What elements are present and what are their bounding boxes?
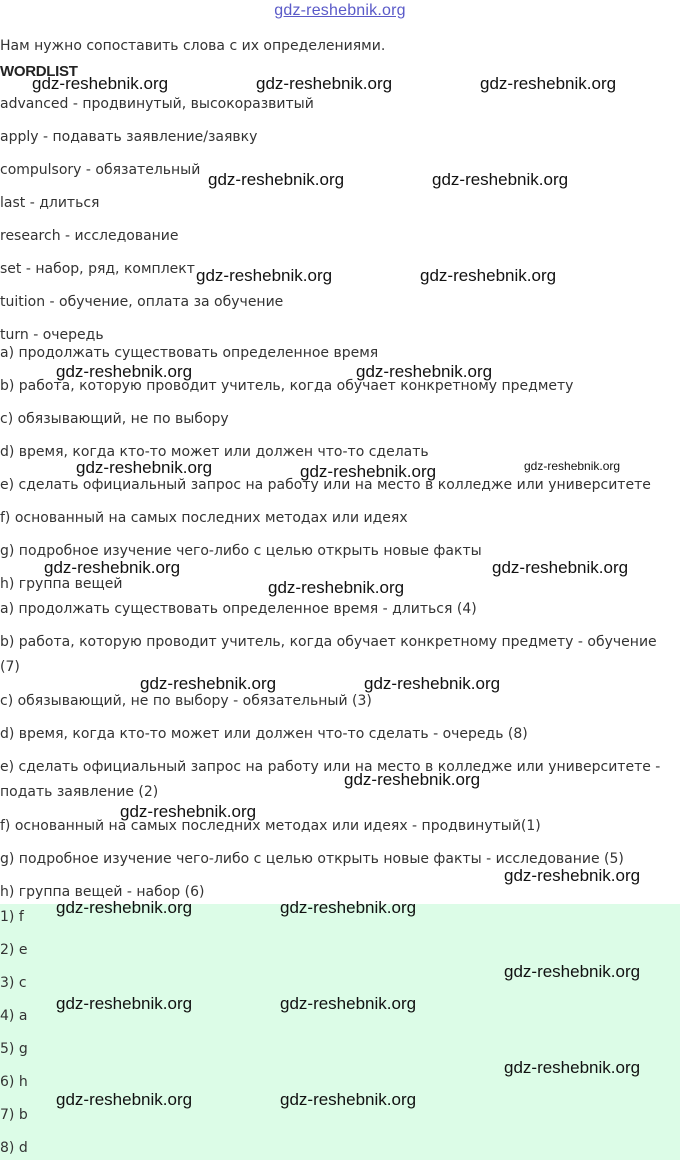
watermark: gdz-reshebnik.org bbox=[56, 898, 193, 917]
definition-item: f) основанный на самых последних методах или идеях bbox=[0, 510, 408, 526]
watermark: gdz-reshebnik.org bbox=[504, 1058, 641, 1077]
watermark: gdz-reshebnik.org bbox=[420, 266, 557, 285]
watermark: gdz-reshebnik.org bbox=[524, 459, 621, 473]
watermark: gdz-reshebnik.org bbox=[32, 74, 169, 93]
match-item: d) время, когда кто-то может или должен что-то сделать - очередь (8) bbox=[0, 726, 528, 742]
watermark: gdz-reshebnik.org bbox=[56, 362, 193, 381]
answer-item: 4) a bbox=[0, 1008, 28, 1024]
definition-item: e) сделать официальный запрос на работу или на место в колледже или университете bbox=[0, 477, 651, 493]
answer-item: 5) g bbox=[0, 1041, 28, 1057]
match-item: b) работа, которую проводит учитель, когда обучает конкретному предмету - обучение (7) bbox=[0, 634, 657, 675]
wordlist-item: research - исследование bbox=[0, 228, 179, 244]
watermark: gdz-reshebnik.org bbox=[268, 578, 405, 597]
match-item: f) основанный на самых последних методах или идеях - продвинутый(1) bbox=[0, 818, 541, 834]
wordlist-item: last - длиться bbox=[0, 195, 100, 211]
watermark: gdz-reshebnik.org bbox=[256, 74, 393, 93]
answer-item: 3) c bbox=[0, 975, 27, 991]
watermark: gdz-reshebnik.org bbox=[44, 558, 181, 577]
wordlist-title: WORDLIST bbox=[0, 63, 78, 80]
match-item: h) группа вещей - набор (6) bbox=[0, 884, 205, 900]
answer-item: 6) h bbox=[0, 1074, 28, 1090]
watermark: gdz-reshebnik.org bbox=[56, 994, 193, 1013]
wordlist-item: set - набор, ряд, комплект bbox=[0, 261, 195, 277]
definition-item: d) время, когда кто-то может или должен что-то сделать bbox=[0, 444, 429, 460]
wordlist-item: apply - подавать заявление/заявку bbox=[0, 129, 258, 145]
definition-item: g) подробное изучение чего-либо с целью открыть новые факты bbox=[0, 543, 482, 559]
wordlist-item: turn - очередь bbox=[0, 327, 104, 343]
watermark: gdz-reshebnik.org bbox=[280, 1090, 417, 1109]
intro-text: Нам нужно сопоставить слова с их определениями. bbox=[0, 38, 386, 54]
answer-panel bbox=[0, 904, 680, 1160]
watermark: gdz-reshebnik.org bbox=[480, 74, 617, 93]
definition-item: h) группа вещей bbox=[0, 576, 123, 592]
watermark: gdz-reshebnik.org bbox=[300, 462, 437, 481]
wordlist-item: compulsory - обязательный bbox=[0, 162, 201, 178]
match-item: e) сделать официальный запрос на работу или на место в колледже или университете - подать заявление (2) bbox=[0, 759, 661, 800]
watermark: gdz-reshebnik.org bbox=[504, 866, 641, 885]
watermark: gdz-reshebnik.org bbox=[344, 770, 481, 789]
answer-item: 8) d bbox=[0, 1140, 28, 1156]
definition-item: a) продолжать существовать определенное время bbox=[0, 345, 379, 361]
watermark: gdz-reshebnik.org bbox=[280, 994, 417, 1013]
watermark: gdz-reshebnik.org bbox=[492, 558, 629, 577]
site-header-link[interactable]: gdz-reshebnik.org bbox=[274, 2, 406, 19]
watermark: gdz-reshebnik.org bbox=[280, 898, 417, 917]
watermark: gdz-reshebnik.org bbox=[504, 962, 641, 981]
watermark: gdz-reshebnik.org bbox=[56, 1090, 193, 1109]
match-item: a) продолжать существовать определенное время - длиться (4) bbox=[0, 601, 477, 617]
watermark: gdz-reshebnik.org bbox=[76, 458, 213, 477]
definition-item: b) работа, которую проводит учитель, когда обучает конкретному предмету bbox=[0, 378, 574, 394]
watermark: gdz-reshebnik.org bbox=[364, 674, 501, 693]
answer-item: 7) b bbox=[0, 1107, 28, 1123]
wordlist-item: advanced - продвинутый, высокоразвитый bbox=[0, 96, 314, 112]
watermark: gdz-reshebnik.org bbox=[196, 266, 333, 285]
watermark: gdz-reshebnik.org bbox=[356, 362, 493, 381]
definition-item: c) обязывающий, не по выбору bbox=[0, 411, 229, 427]
watermark: gdz-reshebnik.org bbox=[120, 802, 257, 821]
answer-item: 1) f bbox=[0, 909, 24, 925]
answer-item: 2) e bbox=[0, 942, 28, 958]
match-item: g) подробное изучение чего-либо с целью открыть новые факты - исследование (5) bbox=[0, 851, 624, 867]
wordlist-item: tuition - обучение, оплата за обучение bbox=[0, 294, 284, 310]
watermark: gdz-reshebnik.org bbox=[140, 674, 277, 693]
match-item: c) обязывающий, не по выбору - обязательный (3) bbox=[0, 693, 372, 709]
watermark: gdz-reshebnik.org bbox=[208, 170, 345, 189]
watermark: gdz-reshebnik.org bbox=[432, 170, 569, 189]
